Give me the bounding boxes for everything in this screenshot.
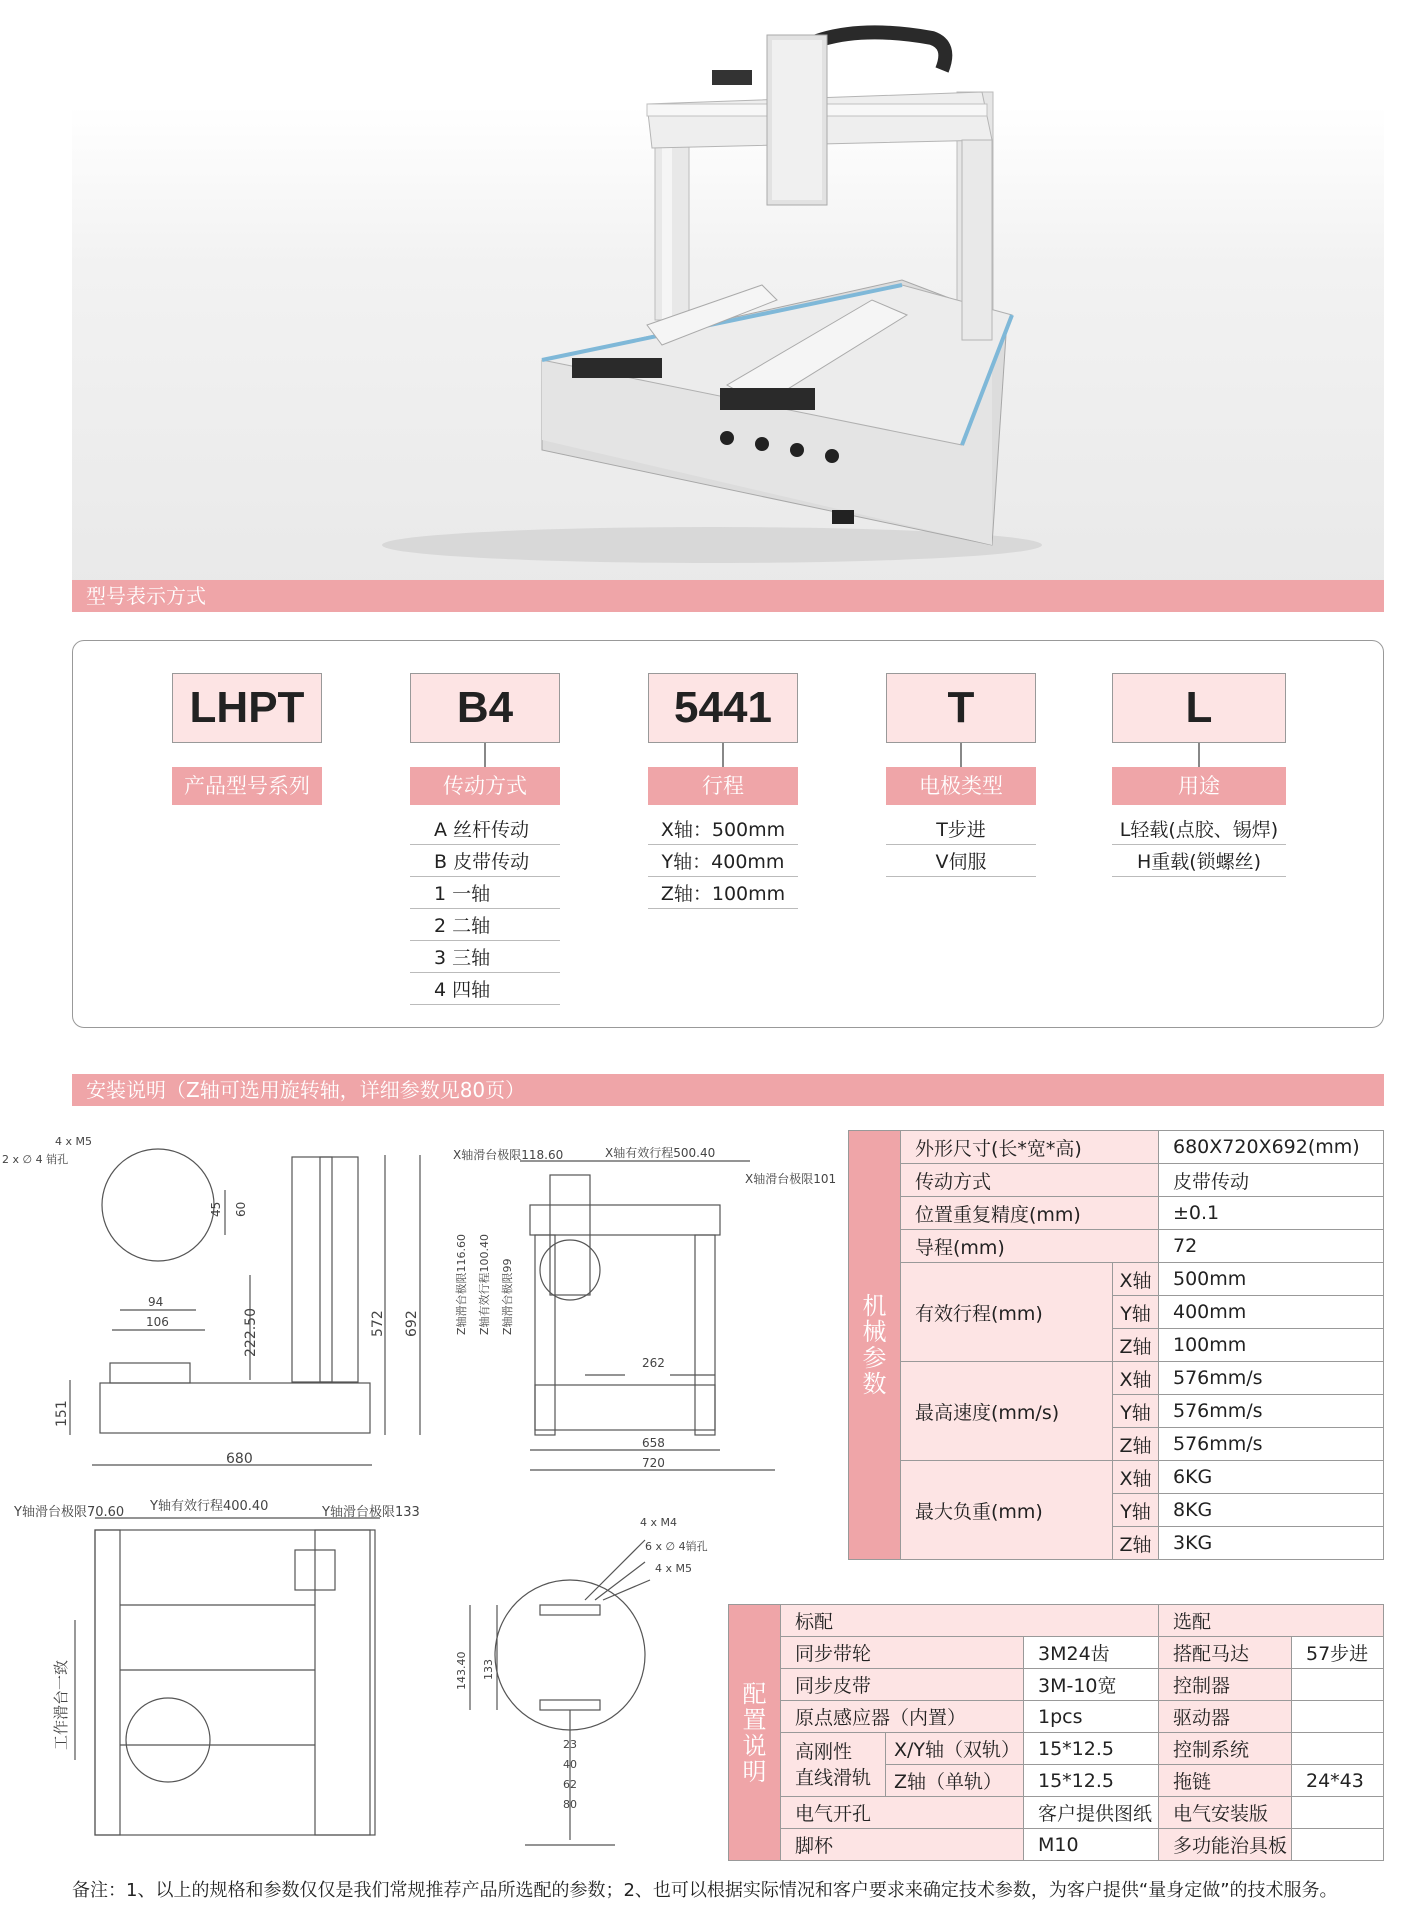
dim-label: 222.50 (243, 1308, 259, 1357)
config-opt-value (1292, 1733, 1384, 1765)
dim-label: 720 (642, 1456, 665, 1470)
section-title-model: 型号表示方式 (72, 580, 1384, 612)
spec-value: 576mm/s (1159, 1362, 1384, 1395)
option-item: L轻载(点胶、锡焊) (1112, 814, 1286, 845)
config-key: 原点感应器（内置） (781, 1701, 1024, 1733)
config-key: 同步带轮 (781, 1637, 1024, 1669)
config-key: 直线滑轨 (795, 1766, 872, 1789)
dim-label: 680 (226, 1451, 253, 1467)
gantry-robot-illustration (72, 0, 1384, 590)
connector-line (722, 743, 724, 767)
dim-label: 2 x ∅ 4 销孔 (2, 1153, 69, 1166)
detail-drawing (445, 1500, 725, 1860)
config-value: 15*12.5 (1024, 1765, 1159, 1797)
footnote: 备注：1、以上的规格和参数仅仅是我们常规推荐产品所选配的参数；2、也可以根据实际情况和客户要求来确定技术参数，为客户提供“量身定做”的技术服务。 (72, 1880, 1338, 1901)
config-key: 脚杯 (781, 1829, 1024, 1861)
spec-key: 位置重复精度(mm) (901, 1197, 1159, 1230)
dim-label: 692 (404, 1310, 420, 1337)
connector-line (960, 743, 962, 767)
dim-label: 94 (148, 1295, 164, 1309)
dim-label: Y轴滑台极限70.60 (14, 1505, 125, 1520)
config-opt-key: 电气安装版 (1159, 1797, 1292, 1829)
config-opt-key: 搭配马达 (1159, 1637, 1292, 1669)
dim-label: 80 (563, 1798, 577, 1811)
spec-axis: Z轴 (1113, 1428, 1159, 1461)
model-label-motor: 电极类型 (886, 767, 1036, 805)
spec-axis: Z轴 (1113, 1329, 1159, 1362)
spec-axis: Y轴 (1113, 1494, 1159, 1527)
config-opt-key: 驱动器 (1159, 1701, 1292, 1733)
spec-table (848, 1130, 1384, 1560)
option-item: B 皮带传动 (410, 846, 560, 877)
dim-label: 62 (563, 1778, 577, 1791)
dim-label: 40 (563, 1758, 577, 1771)
dim-label: 658 (642, 1436, 665, 1450)
spec-value: 100mm (1159, 1329, 1384, 1362)
spec-axis: Y轴 (1113, 1395, 1159, 1428)
config-value: 客户提供图纸 (1024, 1797, 1159, 1829)
config-value: 15*12.5 (1024, 1733, 1159, 1765)
config-sub-key: X/Y轴（双轨） (886, 1733, 1024, 1765)
config-head-standard: 标配 (781, 1605, 1159, 1637)
spec-key: 传动方式 (901, 1164, 1159, 1197)
config-table (728, 1604, 1384, 1861)
spec-axis: Z轴 (1113, 1527, 1159, 1560)
dim-label: 262 (642, 1356, 665, 1370)
spec-side-label: 机械参数 (862, 1292, 887, 1398)
config-side-label: 配置说明 (742, 1679, 767, 1786)
config-value: 3M24齿 (1024, 1637, 1159, 1669)
model-code-series: LHPT (172, 673, 322, 743)
dim-label: 60 (234, 1201, 248, 1217)
model-label-series: 产品型号系列 (172, 767, 322, 805)
option-item: Y轴：400mm (648, 846, 798, 877)
spec-axis: Y轴 (1113, 1296, 1159, 1329)
spec-key: 导程(mm) (901, 1230, 1159, 1263)
side-view-drawing (0, 1125, 440, 1485)
model-label-drive: 传动方式 (410, 767, 560, 805)
model-code-motor: T (886, 673, 1036, 743)
dim-label: X轴滑台极限118.60 (453, 1148, 564, 1162)
spec-value: ±0.1 (1159, 1197, 1384, 1230)
spec-value: 3KG (1159, 1527, 1384, 1560)
dim-label: 151 (54, 1400, 70, 1427)
spec-axis: X轴 (1113, 1461, 1159, 1494)
spec-axis: X轴 (1113, 1263, 1159, 1296)
config-value: M10 (1024, 1829, 1159, 1861)
config-opt-key: 多功能治具板 (1159, 1829, 1292, 1861)
product-photo (72, 0, 1384, 590)
dim-label: 45 (209, 1201, 223, 1217)
model-code-drive: B4 (410, 673, 560, 743)
spec-value: 576mm/s (1159, 1395, 1384, 1428)
dim-label: Z轴滑台极限116.60 (455, 1233, 468, 1335)
config-opt-value: 57步进 (1292, 1637, 1384, 1669)
config-value: 3M-10宽 (1024, 1669, 1159, 1701)
model-code-usage: L (1112, 673, 1286, 743)
dim-label: Y轴滑台极限133 (322, 1505, 420, 1520)
config-sub-key: Z轴（单轨） (886, 1765, 1024, 1797)
config-opt-value (1292, 1829, 1384, 1861)
config-opt-value (1292, 1669, 1384, 1701)
option-item: 4 四轴 (410, 974, 560, 1005)
spec-value: 72 (1159, 1230, 1384, 1263)
config-value: 1pcs (1024, 1701, 1159, 1733)
spec-key: 最大负重(mm) (901, 1461, 1113, 1560)
config-key: 电气开孔 (781, 1797, 1024, 1829)
config-opt-key: 控制器 (1159, 1669, 1292, 1701)
dim-label: 572 (370, 1310, 386, 1337)
spec-value: 8KG (1159, 1494, 1384, 1527)
section-title-install: 安装说明（Z轴可选用旋转轴，详细参数见80页） (72, 1074, 1384, 1106)
config-opt-value: 24*43 (1292, 1765, 1384, 1797)
spec-value: 400mm (1159, 1296, 1384, 1329)
dim-label: X轴滑台极限101 (745, 1172, 837, 1186)
option-item: 3 三轴 (410, 942, 560, 973)
option-item: 1 一轴 (410, 878, 560, 909)
model-label-stroke: 行程 (648, 767, 798, 805)
connector-line (1198, 743, 1200, 767)
config-opt-value (1292, 1701, 1384, 1733)
spec-key: 最高速度(mm/s) (901, 1362, 1113, 1461)
option-item: Z轴：100mm (648, 878, 798, 909)
spec-value: 680X720X692(mm) (1159, 1131, 1384, 1164)
config-head-optional: 选配 (1159, 1605, 1384, 1637)
option-item: X轴：500mm (648, 814, 798, 845)
model-code-stroke: 5441 (648, 673, 798, 743)
model-label-usage: 用途 (1112, 767, 1286, 805)
dim-label: 工作滑台一致 (52, 1659, 70, 1750)
spec-value: 皮带传动 (1159, 1164, 1384, 1197)
spec-key: 有效行程(mm) (901, 1263, 1113, 1362)
dim-label: Y轴有效行程400.40 (150, 1499, 269, 1514)
config-key: 同步皮带 (781, 1669, 1024, 1701)
connector-line (484, 743, 486, 767)
dim-label: 106 (146, 1315, 169, 1329)
dim-label: 133 (482, 1659, 495, 1680)
dim-label: 4 x M5 (655, 1562, 692, 1575)
config-key: 高刚性 (795, 1740, 853, 1763)
option-item: A 丝杆传动 (410, 814, 560, 845)
spec-axis: X轴 (1113, 1362, 1159, 1395)
config-opt-key: 控制系统 (1159, 1733, 1292, 1765)
spec-value: 500mm (1159, 1263, 1384, 1296)
option-item: H重载(锁螺丝) (1112, 846, 1286, 877)
option-item: V伺服 (886, 846, 1036, 877)
dim-label: 4 x M4 (640, 1516, 677, 1529)
dim-label: 23 (563, 1738, 577, 1751)
dim-label: Z轴滑台极限99 (501, 1258, 514, 1335)
config-opt-key: 拖链 (1159, 1765, 1292, 1797)
dim-label: 4 x M5 (55, 1135, 92, 1148)
spec-value: 6KG (1159, 1461, 1384, 1494)
dim-label: Z轴有效行程100.40 (478, 1233, 491, 1335)
dim-label: X轴有效行程500.40 (605, 1146, 716, 1160)
option-item: 2 二轴 (410, 910, 560, 941)
spec-key: 外形尺寸(长*宽*高) (901, 1131, 1159, 1164)
top-view-drawing (0, 1490, 440, 1860)
spec-value: 576mm/s (1159, 1428, 1384, 1461)
dim-label: 143.40 (455, 1651, 468, 1690)
option-item: T步进 (886, 814, 1036, 845)
config-opt-value (1292, 1797, 1384, 1829)
front-view-drawing (445, 1145, 845, 1480)
dim-label: 6 x ∅ 4销孔 (645, 1540, 708, 1553)
